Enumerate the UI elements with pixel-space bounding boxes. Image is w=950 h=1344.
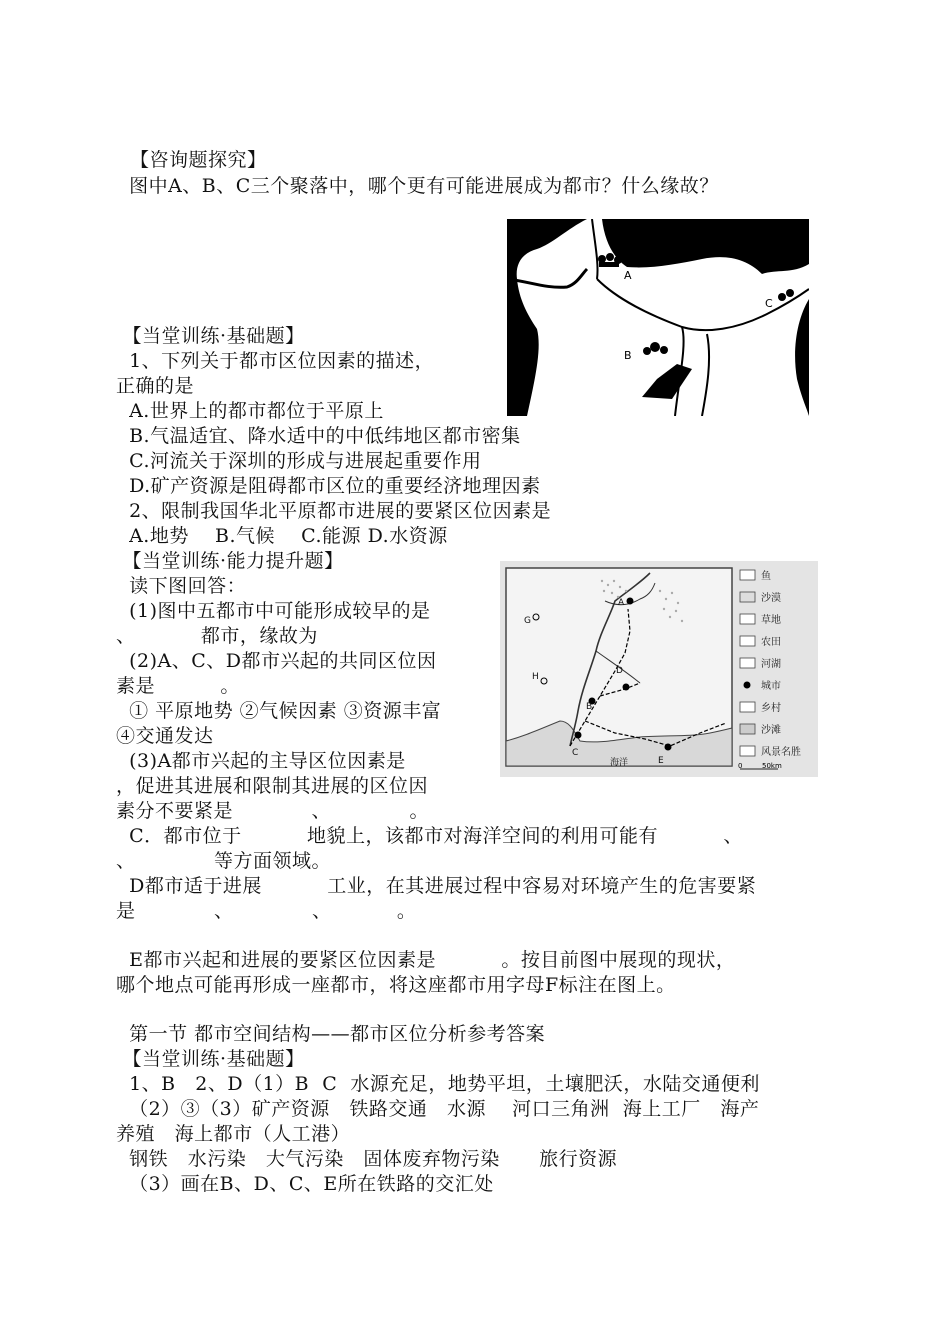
q1-option-d: D.矿产资源是阻碍都市区位的重要经济地理因素: [116, 475, 541, 497]
q1-option-a: A.世界上的都市都位于平原上: [116, 400, 384, 422]
p2-line-b: 素是 。: [116, 675, 240, 697]
advanced-intro: 读下图回答：: [116, 575, 247, 597]
q2-options: A.地势 B.气候 C.能源 D.水资源: [116, 525, 448, 547]
answers-line-3: 养殖 海上都市（人工港）: [116, 1123, 351, 1145]
p1-line-b: 、 都市，缘故为: [116, 625, 318, 647]
p3-line-c: 素分不要紧是 、 。: [116, 800, 429, 822]
p2-line-d: ④交通发达: [116, 725, 214, 747]
inquiry-heading: 【咨询题探究】: [130, 149, 267, 171]
legend-beach: 沙滩: [761, 725, 781, 736]
legend-scenic-spot: 风景名胜: [761, 747, 801, 758]
p3-line-a: (3)A都市兴起的主导区位因素是: [116, 750, 406, 772]
label-b: B: [624, 349, 632, 362]
p2-line-c: ① 平原地势 ②气候因素 ③资源丰富: [116, 700, 442, 722]
basic-heading: 【当堂训练·基础题】: [116, 325, 305, 347]
legend-city: 城市: [761, 681, 781, 692]
d-line-b: 是 、 、 。: [116, 900, 417, 922]
legend-farmland: 农田: [761, 637, 781, 648]
map2-label-g: G: [524, 616, 531, 626]
map2-label-d: D: [616, 666, 623, 676]
region-map: [500, 561, 818, 777]
scale-zero: 0: [738, 762, 743, 770]
legend-fish: 鱼: [761, 571, 771, 582]
q1-line-a: 1、下列关于都市区位因素的描述，: [116, 350, 435, 372]
legend-village: 乡村: [761, 703, 781, 714]
p2-line-a: (2)A、C、D都市兴起的共同区位因: [116, 650, 437, 672]
e-line-b: 哪个地点可能再形成一座都市，将这座都市用字母F标注在图上。: [116, 974, 676, 996]
map2-label-h: H: [532, 672, 539, 682]
answers-heading: 【当堂训练·基础题】: [116, 1048, 305, 1070]
c-line-a: C．都市位于 地貌上，该都市对海洋空间的利用可能有 、: [116, 825, 743, 847]
map2-label-b: B: [586, 702, 593, 712]
q1-line-b: 正确的是: [116, 375, 195, 397]
p3-line-b: ，促进其进展和限制其进展的区位因: [116, 775, 429, 797]
settlement-map: [507, 219, 809, 416]
inquiry-question: 图中A、B、C三个聚落中，哪个更有可能进展成为都市？什么缘故？: [116, 175, 719, 197]
map2-label-a: A: [618, 598, 625, 608]
advanced-heading: 【当堂训练·能力提升题】: [116, 550, 344, 572]
label-a: A: [624, 269, 632, 282]
q1-option-c: C.河流关于深圳的形成与进展起重要作用: [116, 450, 482, 472]
answers-title: 第一节 都市空间结构——都市区位分析参考答案: [116, 1023, 546, 1045]
q2-stem: 2、限制我国华北平原都市进展的要紧区位因素是: [116, 500, 552, 522]
d-line-a: D都市适于进展 工业，在其进展过程中容易对环境产生的危害要紧: [116, 875, 757, 897]
p1-line-a: (1)图中五都市中可能形成较早的是: [116, 600, 431, 622]
e-line-a: E都市兴起和进展的要紧区位因素是 。按目前图中展现的现状，: [116, 949, 736, 971]
label-c: C: [765, 297, 773, 310]
legend-desert: 沙漠: [761, 593, 781, 604]
map2-label-e: E: [658, 756, 664, 766]
c-line-b: 、 等方面领域。: [116, 850, 331, 872]
legend-river-lake: 河湖: [761, 659, 781, 670]
q1-option-b: B.气温适宜、降水适中的中低纬地区都市密集: [116, 425, 521, 447]
answers-line-4: 钢铁 水污染 大气污染 固体废弃物污染 旅行资源: [116, 1148, 618, 1170]
scale-50km: 50km: [762, 762, 782, 770]
answers-line-1: 1、B 2、D（1）B C 水源充足，地势平坦，土壤肥沃，水陆交通便利: [116, 1073, 760, 1095]
map2-sea-label: 海洋: [610, 758, 629, 768]
legend-grassland: 草地: [761, 615, 781, 626]
answers-line-2: （2）③（3）矿产资源 铁路交通 水源 河口三角洲 海上工厂 海产: [116, 1098, 760, 1120]
map2-label-c: C: [572, 748, 579, 758]
answers-line-5: （3）画在B、D、C、E所在铁路的交汇处: [116, 1173, 494, 1195]
